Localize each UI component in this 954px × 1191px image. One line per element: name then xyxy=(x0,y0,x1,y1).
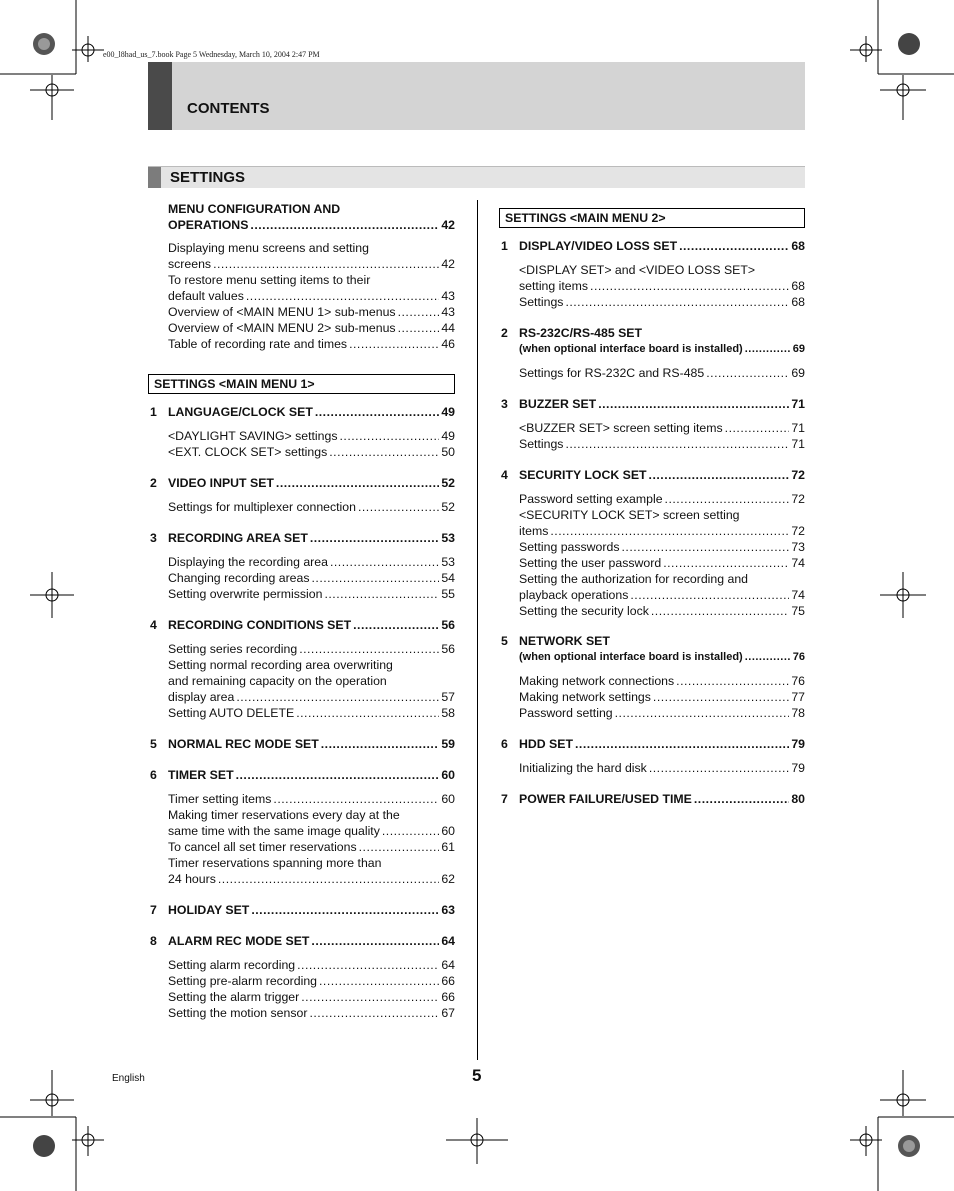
toc-item-label: Setting the motion sensor xyxy=(168,1006,308,1020)
toc-item xyxy=(168,839,455,855)
toc-section-heading-page: 49 xyxy=(441,405,455,419)
dot-leader xyxy=(329,444,439,460)
dot-leader xyxy=(694,791,789,807)
toc-item xyxy=(519,278,805,294)
toc-item-label: Making timer reservations every day at the xyxy=(168,808,400,822)
toc-section-heading-number: 5 xyxy=(150,737,157,751)
dot-leader xyxy=(321,736,440,752)
toc-item-page: 72 xyxy=(791,492,805,506)
toc-item-page: 77 xyxy=(791,690,805,704)
toc-item xyxy=(168,989,455,1005)
toc-item xyxy=(168,428,455,444)
toc-section-heading-label: NORMAL REC MODE SET xyxy=(168,737,319,751)
toc-section-heading xyxy=(168,933,455,949)
toc-section-subtitle-label: (when optional interface board is installed) xyxy=(519,651,743,663)
toc-item xyxy=(519,436,805,452)
toc-section-subtitle xyxy=(519,341,805,357)
toc-section-heading-number: 7 xyxy=(150,903,157,917)
dot-leader xyxy=(649,467,790,483)
toc-item xyxy=(168,957,455,973)
toc-item-label: To cancel all set timer reservations xyxy=(168,840,357,854)
toc-item-page: 72 xyxy=(791,524,805,538)
toc-section-heading-number: 3 xyxy=(150,531,157,545)
toc-item-label: Settings xyxy=(519,295,564,309)
main-menu-1-box-title: SETTINGS <MAIN MENU 1> xyxy=(148,374,455,394)
toc-item xyxy=(168,855,455,871)
toc-item xyxy=(519,523,805,539)
toc-item xyxy=(168,304,455,320)
section-title: SETTINGS xyxy=(170,169,246,186)
dot-leader xyxy=(565,436,789,452)
toc-section-heading-number: 2 xyxy=(150,476,157,490)
column-divider xyxy=(477,200,478,1060)
toc-item-label: default values xyxy=(168,289,244,303)
toc-item-page: 75 xyxy=(791,604,805,618)
toc-item-page: 46 xyxy=(441,337,455,351)
toc-item-page: 74 xyxy=(791,556,805,570)
menu-config-title-label: MENU CONFIGURATION AND xyxy=(168,202,341,216)
toc-section-heading xyxy=(168,530,455,546)
main-menu-2-box-title: SETTINGS <MAIN MENU 2> xyxy=(499,208,805,228)
toc-section-heading-number: 1 xyxy=(150,405,157,419)
toc-item-page: 73 xyxy=(791,540,805,554)
toc-item xyxy=(168,320,455,336)
toc-section-heading-number: 4 xyxy=(501,468,508,482)
toc-section-heading xyxy=(168,404,455,420)
toc-item-label: Setting alarm recording xyxy=(168,958,296,972)
toc-item xyxy=(168,499,455,515)
dot-leader xyxy=(358,499,439,515)
dot-leader xyxy=(297,957,439,973)
toc-item-page: 60 xyxy=(441,792,455,806)
toc-item-page: 55 xyxy=(441,587,455,601)
dot-leader xyxy=(590,278,789,294)
dot-leader xyxy=(319,973,439,989)
dot-leader xyxy=(311,933,439,949)
toc-section-heading-label: SECURITY LOCK SET xyxy=(519,468,647,482)
toc-item xyxy=(519,420,805,436)
toc-section-heading-page: 56 xyxy=(441,618,455,632)
toc-item xyxy=(519,587,805,603)
dot-leader xyxy=(575,736,789,752)
menu-config-title xyxy=(168,201,455,217)
dot-leader xyxy=(353,617,439,633)
footer-language: English xyxy=(112,1073,145,1084)
dot-leader xyxy=(565,294,789,310)
toc-item-label: Initializing the hard disk xyxy=(519,761,647,775)
dot-leader xyxy=(250,217,439,233)
dot-leader xyxy=(706,365,789,381)
dot-leader xyxy=(398,320,440,336)
toc-item-label: Setting series recording xyxy=(168,642,298,656)
toc-item xyxy=(519,365,805,381)
toc-section-heading-label: VIDEO INPUT SET xyxy=(168,476,274,490)
dot-leader xyxy=(649,760,789,776)
toc-item-label: Setting the user password xyxy=(519,556,662,570)
menu-config-operations-page: 42 xyxy=(441,218,455,232)
toc-section-heading-label: LANGUAGE/CLOCK SET xyxy=(168,405,313,419)
toc-section-heading-label: BUZZER SET xyxy=(519,397,597,411)
toc-section-heading-number: 8 xyxy=(150,934,157,948)
toc-item-label: items xyxy=(519,524,549,538)
toc-section-heading-page: 72 xyxy=(791,468,805,482)
toc-item-label: Table of recording rate and times xyxy=(168,337,348,351)
toc-item-page: 58 xyxy=(441,706,455,720)
toc-item-label: Setting passwords xyxy=(519,540,620,554)
toc-item xyxy=(168,336,455,352)
toc-section-heading xyxy=(168,736,455,752)
toc-item xyxy=(168,705,455,721)
toc-section-heading-number: 2 xyxy=(501,326,508,340)
toc-section-heading xyxy=(519,633,805,649)
toc-item-page: 54 xyxy=(441,571,455,585)
dot-leader xyxy=(236,689,439,705)
dot-leader xyxy=(653,689,789,705)
toc-item-label: Setting the alarm trigger xyxy=(168,990,300,1004)
dot-leader xyxy=(301,989,439,1005)
toc-item-label: Displaying the recording area xyxy=(168,555,328,569)
toc-section-heading-number: 1 xyxy=(501,239,508,253)
toc-section-heading xyxy=(519,467,805,483)
toc-item-page: 78 xyxy=(791,706,805,720)
toc-section-heading-number: 5 xyxy=(501,634,508,648)
toc-item-label: Setting AUTO DELETE xyxy=(168,706,295,720)
toc-section-heading-number: 3 xyxy=(501,397,508,411)
toc-item-label: Setting pre-alarm recording xyxy=(168,974,317,988)
toc-item xyxy=(519,539,805,555)
toc-item-label: 24 hours xyxy=(168,872,216,886)
toc-item-page: 42 xyxy=(441,257,455,271)
toc-item xyxy=(168,823,455,839)
toc-section-heading xyxy=(168,767,455,783)
toc-item-page: 60 xyxy=(441,824,455,838)
toc-section-heading-page: 63 xyxy=(441,903,455,917)
dot-leader xyxy=(651,603,789,619)
toc-section-heading-page: 79 xyxy=(791,737,805,751)
toc-item-label: and remaining capacity on the operation xyxy=(168,674,387,688)
toc-item-label: Setting the security lock xyxy=(519,604,649,618)
dot-leader xyxy=(273,791,439,807)
toc-item xyxy=(168,570,455,586)
toc-section-heading-label: RECORDING AREA SET xyxy=(168,531,308,545)
toc-section-heading-label: TIMER SET xyxy=(168,768,234,782)
toc-item xyxy=(168,240,455,256)
toc-item xyxy=(168,1005,455,1021)
toc-item-label: Making network connections xyxy=(519,674,675,688)
menu-config-operations xyxy=(168,217,455,233)
toc-item xyxy=(519,507,805,523)
toc-item-label: screens xyxy=(168,257,212,271)
toc-item xyxy=(168,973,455,989)
dot-leader xyxy=(550,523,789,539)
page-title: CONTENTS xyxy=(187,100,270,117)
toc-item-label: Settings for multiplexer connection xyxy=(168,500,356,514)
toc-item-page: 66 xyxy=(441,990,455,1004)
toc-item-label: Setting the authorization for recording and xyxy=(519,572,749,586)
toc-section-heading xyxy=(168,617,455,633)
dot-leader xyxy=(315,404,439,420)
toc-item xyxy=(168,673,455,689)
toc-section-heading xyxy=(519,791,805,807)
toc-section-heading-number: 4 xyxy=(150,618,157,632)
header-tab-block xyxy=(148,62,172,130)
dot-leader xyxy=(276,475,439,491)
dot-leader xyxy=(615,705,790,721)
toc-item xyxy=(168,288,455,304)
dot-leader xyxy=(330,554,439,570)
contents-header-banner xyxy=(148,62,805,130)
dot-leader xyxy=(679,238,789,254)
dot-leader xyxy=(309,1005,439,1021)
menu-config-operations-label: OPERATIONS xyxy=(168,218,249,232)
section-tab-block xyxy=(148,167,161,188)
toc-item xyxy=(168,791,455,807)
dot-leader xyxy=(745,341,791,357)
toc-item-label: Overview of <MAIN MENU 2> sub-menus xyxy=(168,321,396,335)
dot-leader xyxy=(312,570,440,586)
dot-leader xyxy=(299,641,439,657)
dot-leader xyxy=(745,649,791,665)
toc-section-heading-page: 71 xyxy=(791,397,805,411)
toc-item-page: 57 xyxy=(441,690,455,704)
dot-leader xyxy=(676,673,789,689)
toc-item-page: 62 xyxy=(441,872,455,886)
file-info-line: e00_l8had_us_7.book Page 5 Wednesday, March 10, 2004 2:47 PM xyxy=(103,50,320,59)
toc-item-label: display area xyxy=(168,690,235,704)
dot-leader xyxy=(246,288,439,304)
dot-leader xyxy=(725,420,790,436)
toc-section-heading xyxy=(519,238,805,254)
dot-leader xyxy=(340,428,440,444)
dot-leader xyxy=(621,539,789,555)
toc-section-heading-page: 64 xyxy=(441,934,455,948)
toc-item xyxy=(168,689,455,705)
toc-section-heading-page: 53 xyxy=(441,531,455,545)
dot-leader xyxy=(663,555,789,571)
toc-item xyxy=(168,871,455,887)
dot-leader xyxy=(218,871,439,887)
toc-item-page: 49 xyxy=(441,429,455,443)
dot-leader xyxy=(398,304,440,320)
toc-item xyxy=(519,294,805,310)
dot-leader xyxy=(349,336,439,352)
toc-item-label: Setting normal recording area overwriting xyxy=(168,658,393,672)
toc-section-subtitle xyxy=(519,649,805,665)
toc-item-page: 43 xyxy=(441,305,455,319)
toc-section-heading-number: 6 xyxy=(150,768,157,782)
toc-item-page: 52 xyxy=(441,500,455,514)
toc-item xyxy=(519,262,805,278)
toc-item-page: 67 xyxy=(441,1006,455,1020)
dot-leader xyxy=(296,705,439,721)
toc-item-page: 79 xyxy=(791,761,805,775)
toc-item-label: Changing recording areas xyxy=(168,571,310,585)
toc-item-page: 71 xyxy=(791,421,805,435)
dot-leader xyxy=(213,256,439,272)
toc-section-heading xyxy=(519,396,805,412)
toc-section-heading-page: 80 xyxy=(791,792,805,806)
toc-item-label: <DAYLIGHT SAVING> settings xyxy=(168,429,338,443)
toc-item-page: 66 xyxy=(441,974,455,988)
toc-section-heading-label: HOLIDAY SET xyxy=(168,903,250,917)
toc-item xyxy=(168,444,455,460)
toc-item xyxy=(519,571,805,587)
toc-section-heading-page: 52 xyxy=(441,476,455,490)
toc-section-heading xyxy=(519,736,805,752)
toc-section-subtitle-page: 76 xyxy=(792,651,805,663)
toc-section-heading-page: 59 xyxy=(441,737,455,751)
toc-item xyxy=(168,554,455,570)
toc-section-subtitle-label: (when optional interface board is installed) xyxy=(519,343,743,355)
toc-section-heading-label: RS-232C/RS-485 SET xyxy=(519,326,643,340)
dot-leader xyxy=(236,767,440,783)
toc-item-label: <BUZZER SET> screen setting items xyxy=(519,421,723,435)
toc-item-page: 68 xyxy=(791,295,805,309)
toc-section-heading-label: RECORDING CONDITIONS SET xyxy=(168,618,352,632)
toc-item-page: 64 xyxy=(441,958,455,972)
toc-item xyxy=(168,657,455,673)
toc-item-label: Making network settings xyxy=(519,690,651,704)
toc-item-page: 74 xyxy=(791,588,805,602)
toc-section-heading-label: DISPLAY/VIDEO LOSS SET xyxy=(519,239,678,253)
dot-leader xyxy=(630,587,789,603)
toc-section-heading-label: POWER FAILURE/USED TIME xyxy=(519,792,692,806)
toc-item-page: 69 xyxy=(791,366,805,380)
toc-item-page: 50 xyxy=(441,445,455,459)
toc-section-heading-label: HDD SET xyxy=(519,737,573,751)
toc-item xyxy=(168,641,455,657)
toc-item xyxy=(519,673,805,689)
toc-item-page: 76 xyxy=(791,674,805,688)
toc-item-label: setting items xyxy=(519,279,589,293)
toc-item-label: Settings xyxy=(519,437,564,451)
toc-item xyxy=(519,555,805,571)
toc-section-heading-label: NETWORK SET xyxy=(519,634,610,648)
dot-leader xyxy=(359,839,440,855)
toc-section-heading xyxy=(168,902,455,918)
toc-item-label: To restore menu setting items to their xyxy=(168,273,371,287)
dot-leader xyxy=(598,396,789,412)
toc-item xyxy=(519,705,805,721)
toc-item-label: Setting overwrite permission xyxy=(168,587,323,601)
toc-item xyxy=(168,256,455,272)
toc-item-page: 43 xyxy=(441,289,455,303)
dot-leader xyxy=(382,823,439,839)
dot-leader xyxy=(324,586,439,602)
toc-item xyxy=(519,689,805,705)
toc-item-page: 44 xyxy=(441,321,455,335)
toc-item-label: <SECURITY LOCK SET> screen setting xyxy=(519,508,740,522)
toc-item-label: playback operations xyxy=(519,588,629,602)
toc-item xyxy=(168,807,455,823)
toc-item-page: 61 xyxy=(441,840,455,854)
settings-section-bar xyxy=(148,166,805,188)
toc-item-label: Overview of <MAIN MENU 1> sub-menus xyxy=(168,305,396,319)
toc-item-label: Timer setting items xyxy=(168,792,272,806)
toc-item-page: 71 xyxy=(791,437,805,451)
toc-item-page: 56 xyxy=(441,642,455,656)
dot-leader xyxy=(310,530,439,546)
toc-item xyxy=(519,603,805,619)
toc-item-page: 53 xyxy=(441,555,455,569)
toc-item-label: Timer reservations spanning more than xyxy=(168,856,382,870)
toc-section-heading-number: 7 xyxy=(501,792,508,806)
toc-section-heading xyxy=(519,325,805,341)
toc-item-label: Password setting example xyxy=(519,492,663,506)
toc-section-heading xyxy=(168,475,455,491)
toc-section-heading-label: ALARM REC MODE SET xyxy=(168,934,310,948)
toc-section-subtitle-page: 69 xyxy=(792,343,805,355)
toc-item-label: Password setting xyxy=(519,706,613,720)
dot-leader xyxy=(251,902,439,918)
toc-item-label: Settings for RS-232C and RS-485 xyxy=(519,366,705,380)
toc-item xyxy=(168,272,455,288)
toc-item-label: same time with the same image quality xyxy=(168,824,380,838)
dot-leader xyxy=(665,491,790,507)
toc-item xyxy=(519,760,805,776)
toc-section-heading-page: 60 xyxy=(441,768,455,782)
page-number: 5 xyxy=(472,1066,482,1085)
toc-item xyxy=(168,586,455,602)
toc-item-page: 68 xyxy=(791,279,805,293)
toc-section-heading-number: 6 xyxy=(501,737,508,751)
toc-section-heading-page: 68 xyxy=(791,239,805,253)
toc-item xyxy=(519,491,805,507)
toc-item-label: Displaying menu screens and setting xyxy=(168,241,369,255)
toc-item-label: <DISPLAY SET> and <VIDEO LOSS SET> xyxy=(519,263,756,277)
toc-item-label: <EXT. CLOCK SET> settings xyxy=(168,445,328,459)
